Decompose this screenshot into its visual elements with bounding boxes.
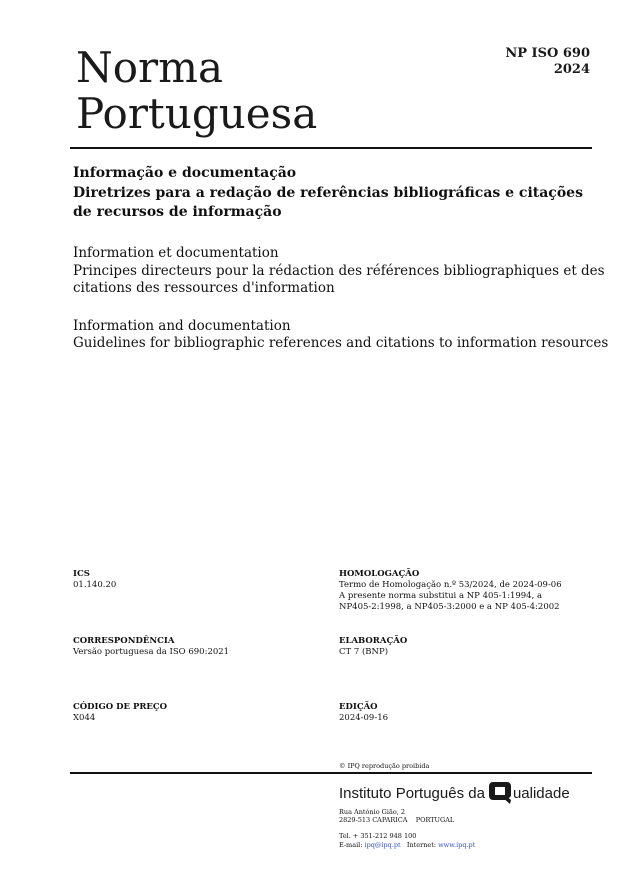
institute-name-start: Instituto Português da bbox=[339, 784, 485, 802]
edicao-label: EDIÇÃO bbox=[339, 702, 378, 712]
title-pt-line: Diretrizes para a redação de referências bibliográficas e citações bbox=[73, 185, 583, 201]
standard-code: NP ISO 690 bbox=[505, 46, 590, 61]
elaboracao-label: ELABORAÇÃO bbox=[339, 636, 408, 646]
document-title-line-1: Norma bbox=[76, 43, 223, 92]
title-fr-line: Information et documentation bbox=[73, 245, 279, 261]
telephone: Tel. + 351-212 948 100 bbox=[339, 832, 417, 840]
standard-year: 2024 bbox=[553, 62, 590, 77]
edicao-value: 2024-09-16 bbox=[339, 713, 389, 723]
address-line: Rua António Gião, 2 bbox=[339, 808, 405, 816]
ics-label: ICS bbox=[73, 569, 90, 579]
title-en-line: Guidelines for bibliographic references and citations to information resources bbox=[73, 335, 609, 351]
elaboracao-value: CT 7 (BNP) bbox=[339, 647, 389, 657]
contact-line bbox=[339, 841, 475, 850]
title-pt-line: Informação e documentação bbox=[73, 165, 297, 181]
title-fr-line: Principes directeurs pour la rédaction des références bibliographiques et des bbox=[73, 263, 605, 279]
copyright-notice: © IPQ reprodução proibida bbox=[339, 762, 430, 770]
q-logo-icon bbox=[488, 781, 512, 805]
homologacao-line: NP405-2:1998, a NP405-3:2000 e a NP 405-4:2002 bbox=[339, 602, 560, 612]
top-divider bbox=[70, 147, 592, 149]
title-fr-line: citations des ressources d'information bbox=[73, 280, 335, 296]
document-title-line-2: Portuguesa bbox=[76, 89, 318, 138]
address-line: 2829-513 CAPARICA PORTUGAL bbox=[339, 816, 455, 824]
title-pt-line: de recursos de informação bbox=[73, 204, 282, 220]
correspondencia-value: Versão portuguesa da ISO 690:2021 bbox=[73, 647, 230, 657]
institute-logo bbox=[339, 780, 570, 806]
homologacao-line: A presente norma substitui a NP 405-1:1994, a bbox=[339, 591, 543, 601]
institute-name-end: ualidade bbox=[512, 784, 570, 802]
ics-value: 01.140.20 bbox=[73, 580, 117, 590]
title-en-line: Information and documentation bbox=[73, 318, 291, 334]
homologacao-line: Termo de Homologação n.º 53/2024, de 2024-09-06 bbox=[339, 580, 562, 590]
email-label: E-mail: bbox=[339, 841, 363, 849]
homologacao-label: HOMOLOGAÇÃO bbox=[339, 569, 420, 579]
price-code-value: X044 bbox=[73, 713, 96, 723]
correspondencia-label: CORRESPONDÊNCIA bbox=[73, 636, 175, 646]
price-code-label: CÓDIGO DE PREÇO bbox=[73, 702, 168, 712]
bottom-divider bbox=[70, 772, 592, 774]
website-link[interactable]: www.ipq.pt bbox=[438, 841, 476, 849]
email-link[interactable]: ipq@ipq.pt bbox=[364, 841, 401, 849]
internet-label: Internet: bbox=[406, 841, 437, 849]
